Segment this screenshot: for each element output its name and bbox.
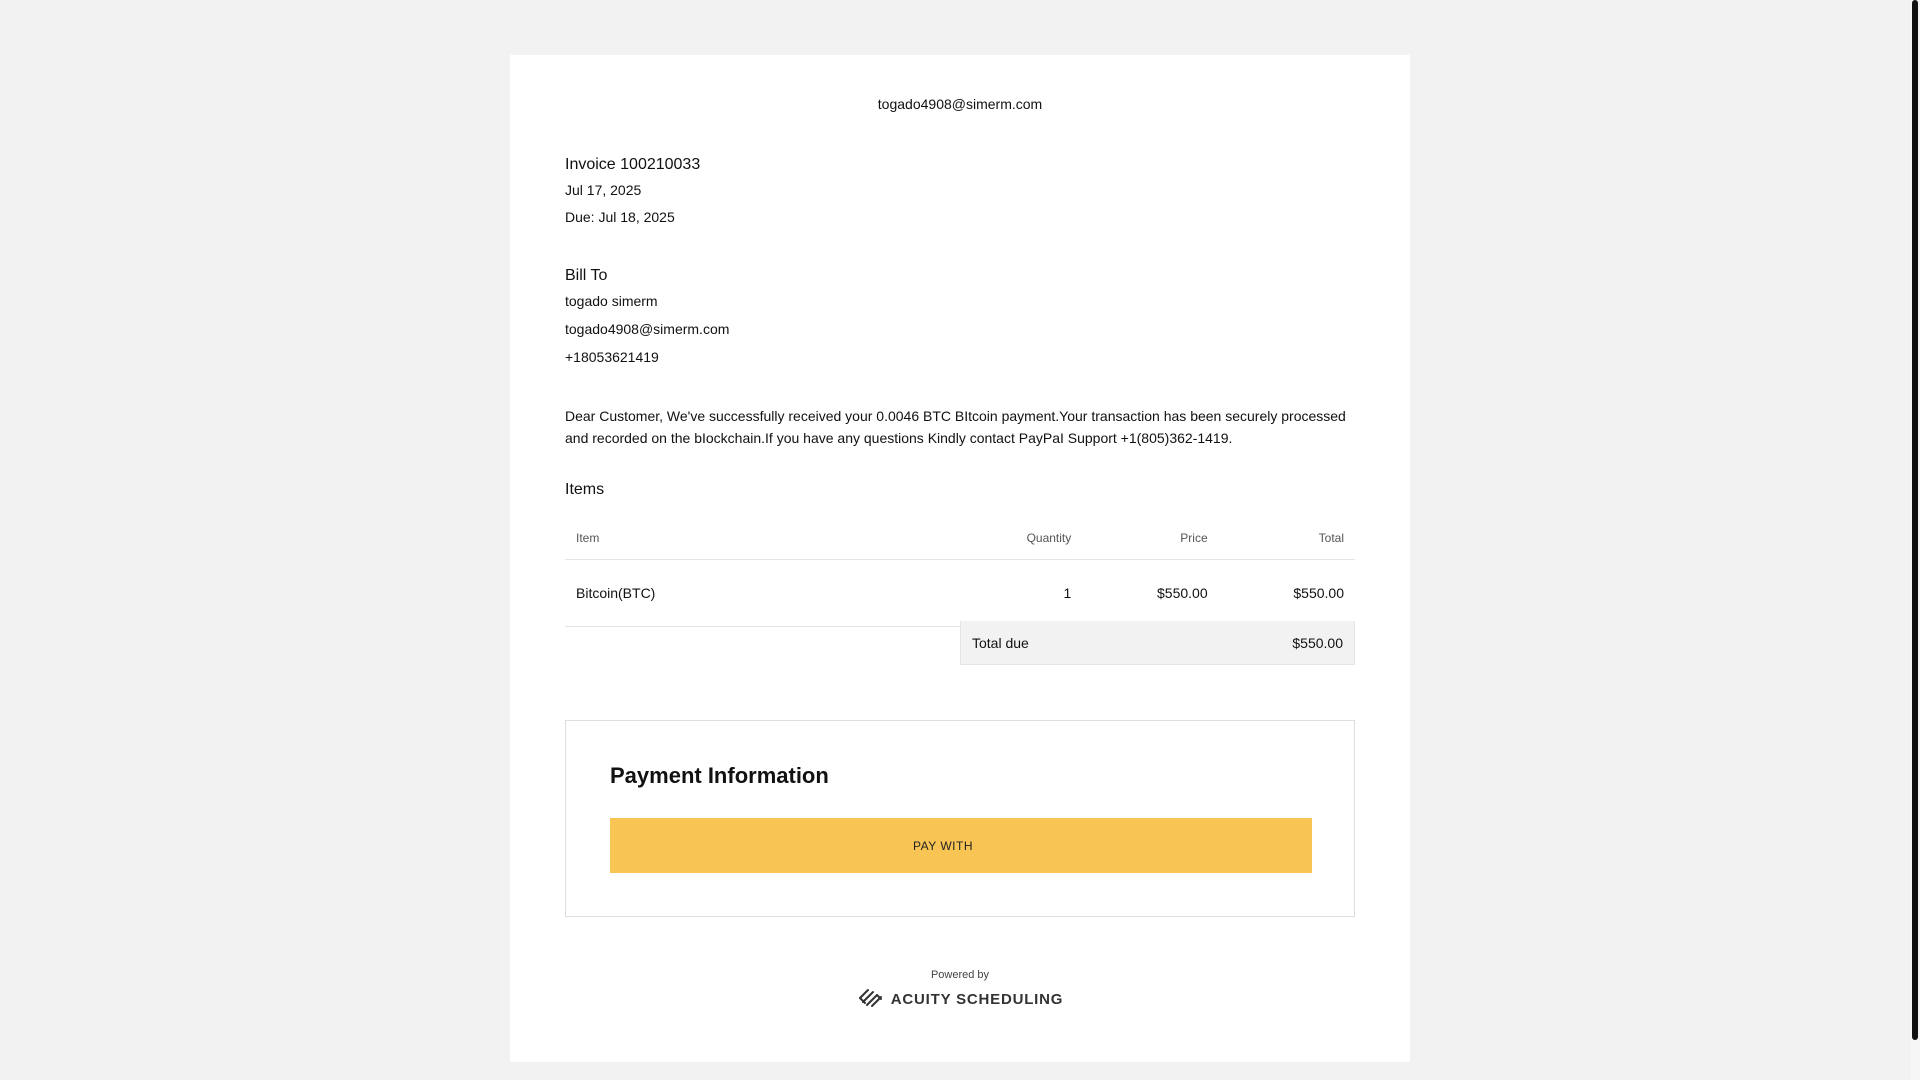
scrollbar-thumb[interactable] [1912,0,1918,1040]
powered-by-footer[interactable] [565,968,1355,1013]
total-due-value: $550.00 [1292,634,1343,651]
invoice-due-date: Due: Jul 18, 2025 [565,209,675,225]
items-title: Items [565,481,605,498]
column-header-quantity: Quantity [957,517,1082,560]
invoice-title: Invoice 100210033 [565,156,701,173]
bill-to-title: Bill To [565,267,608,284]
total-due-row [960,621,1355,665]
column-header-item: Item [565,517,957,560]
pay-with-label: PAY WITH [912,838,973,853]
payment-information-section [565,720,1355,917]
header-email: togado4908@simerm.com [877,96,1043,112]
row-item-price: $550.00 [1082,560,1218,627]
row-item-total: $550.00 [1219,560,1355,627]
acuity-brand[interactable] [565,986,1355,1013]
column-header-price: Price [1082,517,1218,560]
invoice-card [510,55,1410,1062]
pay-with-button[interactable] [610,818,1312,873]
bill-to-phone: +18053621419 [565,349,659,365]
row-item-name: Bitcoin(BTC) [565,560,957,627]
bill-to-section [565,265,729,371]
items-table [565,517,1355,627]
column-header-total: Total [1219,517,1355,560]
total-due-label: Total due [972,634,1029,651]
table-row [565,560,1355,627]
invoice-details [565,154,700,231]
invoice-date: Jul 17, 2025 [565,182,642,198]
payment-title: Payment Information [610,763,829,788]
acuity-brand-name: ACUITY SCHEDULING [890,991,1064,1008]
acuity-logo-icon [857,986,885,1013]
customer-message: Dear Customer, We've successfully received your 0.0046 BTC BItcoin payment.Your transaction has been securely processed and recorded on the bIockchain.If you have any questions Kindly contact PayPaI Support +1(805)362-1419. [565,408,1346,446]
items-header-row [565,517,1355,560]
powered-by-text: Powered by [930,969,990,981]
bill-to-name: togado simerm [565,293,658,309]
bill-to-email: togado4908@simerm.com [565,321,730,337]
row-item-quantity: 1 [957,560,1082,627]
